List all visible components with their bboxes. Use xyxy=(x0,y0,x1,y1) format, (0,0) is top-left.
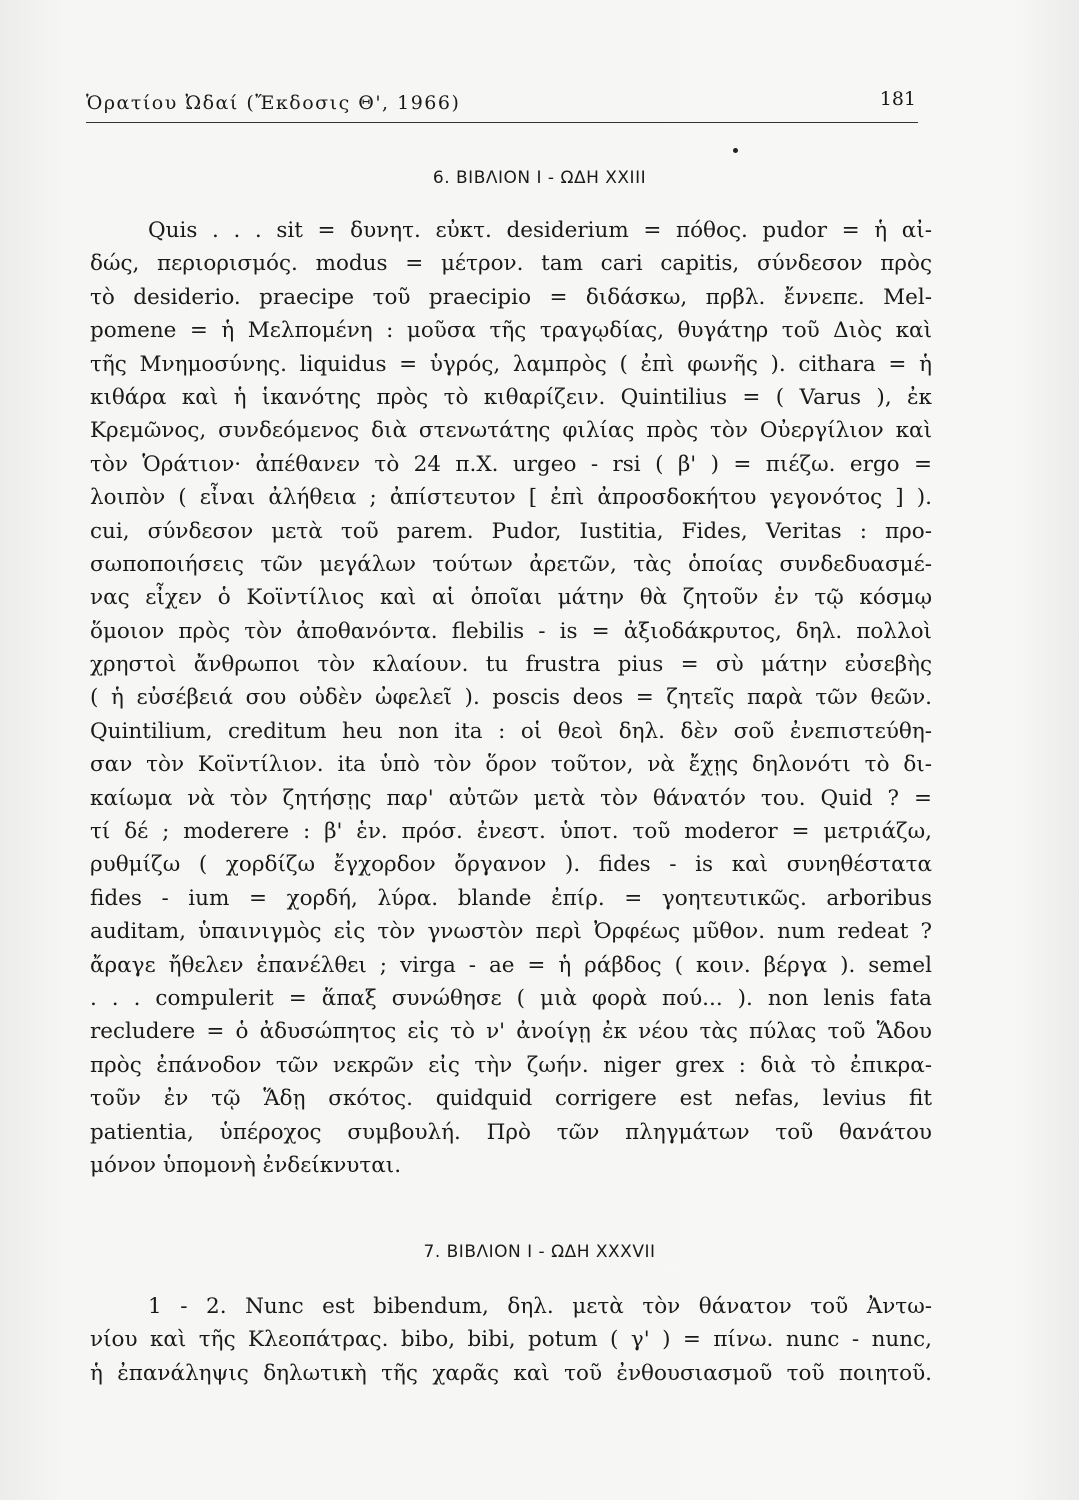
text-line: νίου καὶ τῆς Κλεοπάτρας. bibo, bibi, potum ( γ' ) = πίνω. nunc - nunc, xyxy=(90,1327,932,1353)
text-line: . . . compulerit = ἅπαξ συνώθησε ( μιὰ φορὰ πού... ). non lenis fata xyxy=(90,985,932,1011)
text-line: Κρεμῶνος, συνδεόμενος διὰ στενωτάτης φιλίας πρὸς τὸν Οὐεργίλιον καὶ xyxy=(90,418,932,444)
text-line: τοῦν ἐν τῷ Ἅδῃ σκότος. quidquid corrigere est nefas, levius fit xyxy=(90,1086,932,1112)
text-line: ὅμοιον πρὸς τὸν ἀποθανόντα. flebilis - is = ἀξιοδάκρυτος, δηλ. πολλοὶ xyxy=(90,618,932,644)
text-line: ἡ ἐπανάληψις δηλωτικὴ τῆς χαρᾶς καὶ τοῦ ἐνθουσιασμοῦ τοῦ ποιητοῦ. xyxy=(90,1360,932,1386)
ink-dot xyxy=(733,148,738,153)
text-line: νας εἶχεν ὁ Κοϊντίλιος καὶ αἱ ὁποῖαι μάτην θὰ ζητοῦν ἐν τῷ κόσμῳ xyxy=(90,585,932,611)
text-line: ρυθμίζω ( χορδίζω ἔγχορδον ὄργανον ). fides - is καὶ συνηθέστατα xyxy=(90,852,932,878)
page-number: 181 xyxy=(879,88,916,110)
text-line: σωποποιήσεις τῶν μεγάλων τούτων ἀρετῶν, τὰς ὁποίας συνδεδυασμέ- xyxy=(90,551,932,577)
text-line: καίωμα νὰ τὸν ζητήσῃς παρ' αὐτῶν μετὰ τὸν θάνατόν του. Quid ? = xyxy=(90,785,932,811)
text-line: patientia, ὑπέροχος συμβουλή. Πρὸ τῶν πληγμάτων τοῦ θανάτου xyxy=(90,1119,932,1145)
text-line: λοιπὸν ( εἶναι ἀλήθεια ; ἀπίστευτον [ ἐπὶ ἀπροσδοκήτου γεγονότος ] ). xyxy=(90,485,932,511)
text-line: pomene = ἡ Μελπομένη : μοῦσα τῆς τραγῳδίας, θυγάτηρ τοῦ Διὸς καὶ xyxy=(90,318,932,344)
text-line: τί δέ ; moderere : β' ἑν. πρόσ. ἐνεστ. ὑποτ. τοῦ moderor = μετριάζω, xyxy=(90,819,932,845)
header-title: Ὁρατίου Ὠδαί (Ἔκδοσις Θ', 1966) xyxy=(86,92,461,114)
text-line: τῆς Μνημοσύνης. liquidus = ὑγρός, λαμπρὸς ( ἐπὶ φωνῆς ). cithara = ἡ xyxy=(90,351,932,377)
text-line: σαν τὸν Κοϊντίλιον. ita ὑπὸ τὸν ὅρον τοῦτον, νὰ ἔχῃς δηλονότι τὸ δι- xyxy=(90,752,932,778)
text-line: πρὸς ἐπάνοδον τῶν νεκρῶν εἰς τὴν ζωήν. niger grex : διὰ τὸ ἐπικρα- xyxy=(90,1052,932,1078)
running-header xyxy=(86,88,918,123)
text-line: auditam, ὑπαινιγμὸς εἰς τὸν γνωστὸν περὶ Ὀρφέως μῦθον. num redeat ? xyxy=(90,919,932,945)
text-line: Quintilium, creditum heu non ita : οἱ θεοὶ δηλ. δὲν σοῦ ἐνεπιστεύθη- xyxy=(90,718,932,744)
text-line: cui, σύνδεσον μετὰ τοῦ parem. Pudor, Iustitia, Fides, Veritas : προ- xyxy=(90,518,932,544)
text-line: Quis . . . sit = δυνητ. εὐκτ. desiderium = πόθος. pudor = ἡ αἰ- xyxy=(148,218,932,243)
text-line: κιθάρα καὶ ἡ ἱκανότης πρὸς τὸ κιθαρίζειν. Quintilius = ( Varus ), ἐκ xyxy=(90,384,932,410)
text-line: δώς, περιορισμός. modus = μέτρον. tam cari capitis, σύνδεσον πρὸς xyxy=(90,251,932,277)
commentary-ode-23 xyxy=(90,214,932,1182)
text-line: τὸν Ὁράτιον· ἀπέθανεν τὸ 24 π.Χ. urgeo - rsi ( β' ) = πιέζω. ergo = xyxy=(90,451,932,477)
text-line: recludere = ὁ ἀδυσώπητος εἰς τὸ ν' ἀνοίγῃ ἐκ νέου τὰς πύλας τοῦ Ἅδου xyxy=(90,1019,932,1045)
text-line: ( ἡ εὐσέβειά σου οὐδὲν ὠφελεῖ ). poscis deos = ζητεῖς παρὰ τῶν θεῶν. xyxy=(90,685,932,711)
text-line: fides - ium = χορδή, λύρα. blande ἐπίρ. = γοητευτικῶς. arboribus xyxy=(90,885,932,911)
commentary-ode-37 xyxy=(90,1290,932,1390)
text-line: τὸ desiderio. praecipe τοῦ praecipio = διδάσκω, πρβλ. ἔννεπε. Mel- xyxy=(90,284,932,310)
text-line: ἄραγε ἤθελεν ἐπανέλθει ; virga - ae = ἡ ράβδος ( κοιν. βέργα ). semel xyxy=(90,952,932,978)
section-heading-ode-37: 7. ΒΙΒΛΙΟΝ Ι - ΩΔΗ XXXVII xyxy=(423,1242,656,1262)
section-heading-ode-23: 6. ΒΙΒΛΙΟΝ Ι - ΩΔΗ XXIII xyxy=(432,168,647,188)
text-line: χρηστοὶ ἄνθρωποι τὸν κλαίουν. tu frustra pius = σὺ μάτην εὐσεβὴς xyxy=(90,652,932,678)
text-line: 1 - 2. Nunc est bibendum, δηλ. μετὰ τὸν θάνατον τοῦ Ἀντω- xyxy=(148,1294,932,1319)
text-line: μόνον ὑπομονὴ ἐνδείκνυται. xyxy=(90,1152,402,1178)
